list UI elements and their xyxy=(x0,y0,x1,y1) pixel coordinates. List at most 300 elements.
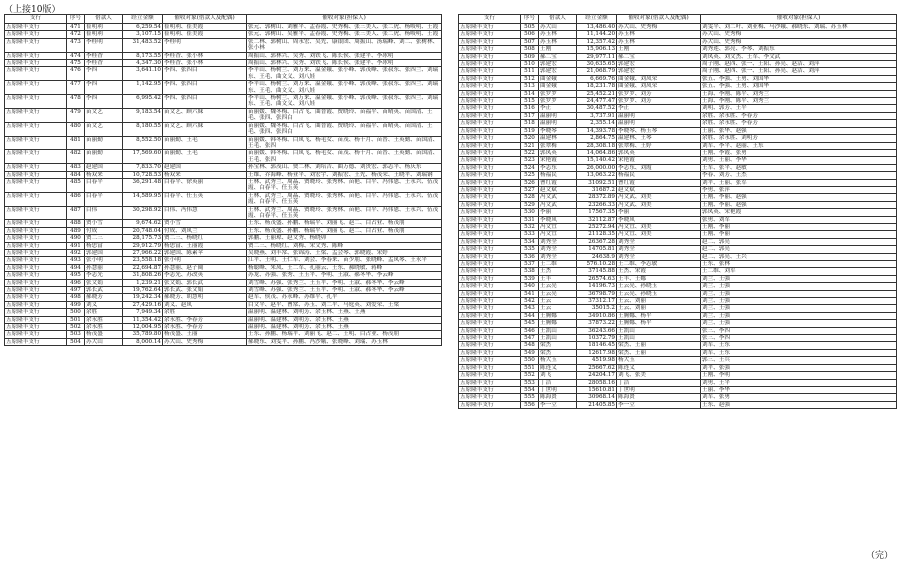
guarantor-cell: 王刚、李丽 xyxy=(701,223,897,230)
index-cell: 493 xyxy=(67,257,85,264)
guarantor-cell: 王东、杨茂盛、孙鹏、杨瑞平、刘丽飞、赵二、白占业、杨茂朋 xyxy=(247,227,442,234)
borrower-cell: 王腾娜 xyxy=(539,312,577,319)
amount-cell: 13,063.22 xyxy=(577,172,617,179)
guarantor-cell: 王东、杨茂盛、孙鹏、杨瑞平、刘丽飞、赵二、白占业、杨茂朋 xyxy=(247,220,442,227)
borrower-cell: 苗丽勤 xyxy=(85,150,123,164)
branch-cell: 五原隆丰支行 xyxy=(5,287,67,294)
branch-cell: 五原隆丰支行 xyxy=(5,150,67,164)
table-row xyxy=(459,179,897,186)
branch-cell: 五原隆丰支行 xyxy=(459,75,521,82)
table-row xyxy=(459,283,897,290)
table-row xyxy=(5,81,442,95)
spouse-cell: 张小明 xyxy=(163,257,247,264)
index-cell: 491 xyxy=(67,242,85,249)
spouse-cell: 苗丽勤、王毛 xyxy=(163,136,247,150)
branch-cell: 五原隆丰支行 xyxy=(459,349,521,356)
guarantor-cell: 郭鹏、王丽琼、赵文秀、杨晓卯 xyxy=(247,235,442,242)
spouse-cell: 温丽明 xyxy=(617,120,701,127)
table-row xyxy=(5,52,442,59)
table-row xyxy=(459,305,897,312)
left-table-header xyxy=(5,15,442,24)
guarantor-cell: 郭三、王兵 xyxy=(701,357,897,364)
branch-cell: 五原隆丰支行 xyxy=(5,324,67,331)
borrower-cell: 温丽明 xyxy=(539,120,577,127)
borrower-cell: 李晓琴 xyxy=(539,127,577,134)
guarantor-cell: 赵二、郭亮 xyxy=(701,238,897,245)
amount-cell: 12617.98 xyxy=(577,349,617,356)
index-cell: 534 xyxy=(521,238,539,245)
borrower-cell: 丁世明 xyxy=(539,386,577,393)
branch-cell: 五原隆丰支行 xyxy=(5,316,67,323)
guarantor-cell: 余胜、余永胜、李春芳 xyxy=(701,112,897,119)
index-cell: 514 xyxy=(521,90,539,97)
amount-cell: 31,808.26 xyxy=(123,272,163,279)
branch-cell: 五原隆丰支行 xyxy=(459,327,521,334)
borrower-cell: 张小明 xyxy=(85,257,123,264)
branch-cell: 五原隆丰支行 xyxy=(5,81,67,95)
borrower-cell: 冯文宜 xyxy=(539,231,577,238)
amount-cell: 8,180.55 xyxy=(123,122,163,136)
spouse-cell: 王腾娜、杨平 xyxy=(617,312,701,319)
table-row xyxy=(459,142,897,149)
branch-cell: 五原隆丰支行 xyxy=(459,127,521,134)
spouse-cell: 杨大玉 xyxy=(617,357,701,364)
branch-cell: 五原隆丰支行 xyxy=(5,95,67,109)
borrower-cell: 贾小雪 xyxy=(85,220,123,227)
amount-cell: 19,242.34 xyxy=(123,294,163,301)
table-row xyxy=(459,135,897,142)
table-row xyxy=(459,201,897,208)
guarantor-cell: 温丽明、温建林、刘明芳、余玉林、王燕 xyxy=(247,324,442,331)
amount-cell: 8,173.55 xyxy=(123,52,163,59)
borrower-cell: 李桂明 xyxy=(85,38,123,52)
guarantor-cell: 李春、刘芳、王杰 xyxy=(701,172,897,179)
guarantor-cell: 王刚、李丽、赵强 xyxy=(701,201,897,208)
guarantor-cell: 张三、李四 xyxy=(701,335,897,342)
column-header: 催收对象(担保人) xyxy=(701,15,897,24)
spouse-cell: 王云亮、孙晓玉 xyxy=(617,290,701,297)
table-row xyxy=(5,279,442,286)
spouse-cell: 刘秀全 xyxy=(617,246,701,253)
column-header: 借款人 xyxy=(539,15,577,24)
index-cell: 489 xyxy=(67,227,85,234)
table-row xyxy=(5,257,442,264)
index-cell: 532 xyxy=(521,223,539,230)
borrower-cell: 王丰 xyxy=(539,275,577,282)
spouse-cell: 梁杰、王丽 xyxy=(617,342,701,349)
guarantor-cell: 苗丽媛、韩冬梅、白凤飞、杨毛女、苗茂、杨十月、苗普、王英勤、苗国清、王毛、张四 xyxy=(247,136,442,150)
index-cell: 474 xyxy=(67,52,85,59)
borrower-cell: 曹红霞 xyxy=(539,179,577,186)
guarantor-cell: 刘军、王东 xyxy=(701,342,897,349)
borrower-cell: 苏玉林 xyxy=(539,31,577,38)
table-row xyxy=(459,194,897,201)
spouse-cell: 王二维、李志敏 xyxy=(617,261,701,268)
borrower-cell: 李志东 xyxy=(539,164,577,171)
amount-cell: 27,966.22 xyxy=(123,250,163,257)
table-row xyxy=(5,338,442,345)
borrower-cell: 郝晓芳 xyxy=(85,294,123,301)
branch-cell: 五原隆丰支行 xyxy=(459,24,521,31)
guarantor-cell: 江平、王明、王仁军、刘会、李春来、苗少朋、张晓峰、孟凤琴、王永平 xyxy=(247,257,442,264)
index-cell: 471 xyxy=(67,24,85,31)
amount-cell: 17,569.60 xyxy=(123,150,163,164)
table-row xyxy=(459,357,897,364)
amount-cell: 29,912.79 xyxy=(123,242,163,249)
column-header: 支行 xyxy=(459,15,521,24)
branch-cell: 五原隆丰支行 xyxy=(459,201,521,208)
spouse-cell: 苏玉林 xyxy=(617,31,701,38)
borrower-cell: 梁杰 xyxy=(539,342,577,349)
spouse-cell: 刘飞、张美 xyxy=(617,372,701,379)
borrower-cell: 陈连义 xyxy=(539,364,577,371)
branch-cell: 五原隆丰支行 xyxy=(459,38,521,45)
spouse-cell: 冯文武、刘美 xyxy=(617,194,701,201)
branch-cell: 五原隆丰支行 xyxy=(5,250,67,257)
table-row xyxy=(459,164,897,171)
amount-cell: 30,487.52 xyxy=(577,105,617,112)
amount-cell: 28,308.18 xyxy=(577,142,617,149)
spouse-cell: 陈海贤 xyxy=(617,394,701,401)
amount-cell: 22,694.87 xyxy=(123,264,163,271)
guarantor-cell: 张勇、刘军 xyxy=(701,216,897,223)
guarantor-cell: 周子刚、赵四、张一、王阳、孙亮、赵洁、刘萍 xyxy=(701,61,897,68)
table-row xyxy=(459,31,897,38)
borrower-cell: 王腾娜 xyxy=(539,320,577,327)
branch-cell: 五原隆丰支行 xyxy=(459,372,521,379)
spouse-cell: 李四、张四白 xyxy=(163,81,247,95)
guarantor-cell: 王东、赵强 xyxy=(701,401,897,408)
borrower-cell: 曲金娥 xyxy=(539,83,577,90)
column-header: 催收对象(借款人及配偶) xyxy=(163,15,247,24)
index-cell: 501 xyxy=(67,316,85,323)
spouse-cell: 杨双来 xyxy=(163,171,247,178)
branch-cell: 五原隆丰支行 xyxy=(5,220,67,227)
branch-cell: 五原隆丰支行 xyxy=(459,209,521,216)
spouse-cell: 苗丽勤、王毛 xyxy=(163,150,247,164)
amount-cell: 25272.94 xyxy=(577,223,617,230)
spouse-cell: 刘秀全 xyxy=(617,238,701,245)
spouse-cell: 李正 xyxy=(617,105,701,112)
branch-cell: 五原隆丰支行 xyxy=(459,164,521,171)
table-row xyxy=(459,120,897,127)
guarantor-cell: 王二维、刘军 xyxy=(701,268,897,275)
guarantor-cell: 王海、李刚、陈平、刘秀兰 xyxy=(701,98,897,105)
branch-cell: 五原隆丰支行 xyxy=(5,279,67,286)
amount-cell: 19,762.64 xyxy=(123,287,163,294)
borrower-cell: 白春平 xyxy=(85,192,123,206)
borrower-cell: 李四 xyxy=(85,67,123,81)
branch-cell: 五原隆丰支行 xyxy=(459,68,521,75)
branch-cell: 五原隆丰支行 xyxy=(459,290,521,297)
spouse-cell: 白伟、冯伟慧 xyxy=(163,206,247,220)
table-row xyxy=(5,136,442,150)
amount-cell: 17567.35 xyxy=(577,209,617,216)
borrower-cell: 王二维 xyxy=(539,261,577,268)
amount-cell: 28,175.73 xyxy=(123,235,163,242)
spouse-cell: 张罗罗、刘芳 xyxy=(617,90,701,97)
branch-cell: 五原隆丰支行 xyxy=(5,31,67,38)
borrower-cell: 曲金娥 xyxy=(539,75,577,82)
spouse-cell: 李志东、刘霞 xyxy=(617,164,701,171)
guarantor-cell: 吴晓燕、刘丰常、张锦涛、王梁、孟会琴、郭晓霞、宋婷 xyxy=(247,250,442,257)
index-cell: 550 xyxy=(521,357,539,364)
index-cell: 546 xyxy=(521,327,539,334)
spouse-cell: 李一立 xyxy=(617,401,701,408)
spouse-cell: 王刚 xyxy=(617,46,701,53)
amount-cell: 36798.79 xyxy=(577,290,617,297)
spouse-cell: 李四、张四白 xyxy=(163,95,247,109)
branch-cell: 五原隆丰支行 xyxy=(459,268,521,275)
spouse-cell: 李桂香、张小林 xyxy=(163,60,247,67)
amount-cell: 15,906.13 xyxy=(577,46,617,53)
branch-cell: 五原隆丰支行 xyxy=(459,194,521,201)
index-cell: 478 xyxy=(67,95,85,109)
amount-cell: 10372.79 xyxy=(577,335,617,342)
index-cell: 544 xyxy=(521,312,539,319)
branch-cell: 五原隆丰支行 xyxy=(459,335,521,342)
table-row xyxy=(459,112,897,119)
amount-cell: 12,357.42 xyxy=(577,38,617,45)
index-cell: 506 xyxy=(521,31,539,38)
right-table-header xyxy=(459,15,897,24)
index-cell: 499 xyxy=(67,301,85,308)
borrower-cell: 崔明利 xyxy=(85,31,123,38)
index-cell: 554 xyxy=(521,386,539,393)
guarantor-cell: 李勇、张萍 xyxy=(701,186,897,193)
spouse-cell: 郝二宝 xyxy=(617,53,701,60)
table-row xyxy=(5,287,442,294)
index-cell: 519 xyxy=(521,127,539,134)
borrower-cell: 李四 xyxy=(85,95,123,109)
guarantor-cell: 周振山、郭林兴、吴秀、刘铁飞、陈长侯、张建平、李冰明 xyxy=(247,52,442,59)
borrower-cell: 刘秀全 xyxy=(539,238,577,245)
amount-cell: 32112.87 xyxy=(577,216,617,223)
spouse-cell: 陈连义 xyxy=(617,364,701,371)
table-row xyxy=(5,309,442,316)
borrower-cell: 李丽 xyxy=(539,209,577,216)
borrower-cell: 余永胜 xyxy=(85,324,123,331)
guarantor-cell: 张五、李强、王勇、刘国华 xyxy=(701,83,897,90)
borrower-cell: 苗文艺 xyxy=(85,108,123,122)
amount-cell: 3,107.15 xyxy=(123,31,163,38)
branch-cell: 五原隆丰支行 xyxy=(5,122,67,136)
table-row xyxy=(459,386,897,393)
borrower-cell: 苗丽勤 xyxy=(85,136,123,150)
branch-cell: 五原隆丰支行 xyxy=(5,67,67,81)
index-cell: 486 xyxy=(67,192,85,206)
spouse-cell: 苗文艺、顾六妹 xyxy=(163,122,247,136)
branch-cell: 五原隆丰支行 xyxy=(459,149,521,156)
index-cell: 502 xyxy=(67,324,85,331)
table-row xyxy=(5,60,442,67)
branch-cell: 五原隆丰支行 xyxy=(5,272,67,279)
index-cell: 492 xyxy=(67,250,85,257)
index-cell: 494 xyxy=(67,264,85,271)
spouse-cell: 李桂明 xyxy=(163,38,247,52)
amount-cell: 4,347.30 xyxy=(123,60,163,67)
branch-cell: 五原隆丰支行 xyxy=(5,301,67,308)
index-cell: 538 xyxy=(521,268,539,275)
borrower-cell: 冯文宜 xyxy=(539,223,577,230)
table-row xyxy=(5,250,442,257)
branch-cell: 五原隆丰支行 xyxy=(5,178,67,192)
index-cell: 548 xyxy=(521,342,539,349)
branch-cell: 五原隆丰支行 xyxy=(459,83,521,90)
borrower-cell: 冯文武 xyxy=(539,194,577,201)
borrower-cell: 刘飞 xyxy=(539,372,577,379)
table-row xyxy=(459,46,897,53)
amount-cell: 11,144.20 xyxy=(577,31,617,38)
borrower-cell: 宋艳霞 xyxy=(539,157,577,164)
guarantor-cell: 刘勇、王丽、李华 xyxy=(701,157,897,164)
borrower-cell: 杨思富 xyxy=(85,242,123,249)
guarantor-cell: 赵军、侯茂、苏永峰、苏维平、孔平 xyxy=(247,294,442,301)
table-row xyxy=(459,342,897,349)
table-row xyxy=(459,379,897,386)
column-header: 序号 xyxy=(521,15,539,24)
spouse-cell: 梁杰、王丽 xyxy=(617,349,701,356)
index-cell: 530 xyxy=(521,209,539,216)
branch-cell: 五原隆丰支行 xyxy=(5,108,67,122)
amount-cell: 23266.33 xyxy=(577,201,617,208)
branch-cell: 五原隆丰支行 xyxy=(5,38,67,52)
borrower-cell: 杨大玉 xyxy=(539,357,577,364)
index-cell: 529 xyxy=(521,201,539,208)
guarantor-cell: 王刚、李丽、赵强 xyxy=(701,194,897,201)
borrower-cell: 王刚 xyxy=(539,46,577,53)
guarantor-cell: 刘军、张勇 xyxy=(701,394,897,401)
amount-cell: 15610.81 xyxy=(577,386,617,393)
amount-cell: 35,789.80 xyxy=(123,331,163,338)
index-cell: 553 xyxy=(521,379,539,386)
table-row xyxy=(459,61,897,68)
guarantor-cell: 李平山、杨树兰、刘万来、温金娥、张小峰、郭茂峰、张叔东、张四兰、刘瑞东、王毛、曲文义、刘八娃 xyxy=(247,81,442,95)
spouse-cell: 温丽明 xyxy=(617,112,701,119)
branch-cell: 五原隆丰支行 xyxy=(5,294,67,301)
table-row xyxy=(459,68,897,75)
spouse-cell: 李丽 xyxy=(617,209,701,216)
branch-cell: 五原隆丰支行 xyxy=(459,394,521,401)
table-row xyxy=(459,253,897,260)
guarantor-cell: 余胜、余永胜、刘明芳 xyxy=(701,135,897,142)
amount-cell: 25667.62 xyxy=(577,364,617,371)
index-cell: 512 xyxy=(521,75,539,82)
guarantor-cell: 王丽、张华、赵强 xyxy=(701,127,897,134)
amount-cell: 14705.81 xyxy=(577,246,617,253)
index-cell: 504 xyxy=(67,338,85,345)
branch-cell: 五原隆丰支行 xyxy=(459,401,521,408)
index-cell: 542 xyxy=(521,298,539,305)
amount-cell: 14,393.78 xyxy=(577,127,617,134)
amount-cell: 31092.51 xyxy=(577,179,617,186)
borrower-cell: 李四 xyxy=(85,81,123,95)
amount-cell: 24,477.47 xyxy=(577,98,617,105)
table-row xyxy=(5,206,442,220)
amount-cell: 3,641.10 xyxy=(123,67,163,81)
spouse-cell: 杨茂盛、王丽 xyxy=(163,331,247,338)
index-cell: 497 xyxy=(67,287,85,294)
index-cell: 498 xyxy=(67,294,85,301)
table-row xyxy=(5,242,442,249)
branch-cell: 五原隆丰支行 xyxy=(459,386,521,393)
guarantor-cell: 王丽、李华 xyxy=(701,386,897,393)
guarantor-cell: 刘明、郭芳、王平 xyxy=(701,105,897,112)
amount-cell: 24638.9 xyxy=(577,253,617,260)
index-cell: 513 xyxy=(521,83,539,90)
guarantor-cell: 刘勇、王平 xyxy=(701,379,897,386)
spouse-cell: 曲金娥、刘凤荣 xyxy=(617,83,701,90)
branch-cell: 五原隆丰支行 xyxy=(5,331,67,338)
borrower-cell: 张文娟 xyxy=(85,279,123,286)
amount-cell: 14,064.86 xyxy=(577,149,617,156)
branch-cell: 五原隆丰支行 xyxy=(459,253,521,260)
index-cell: 481 xyxy=(67,136,85,150)
index-cell: 479 xyxy=(67,108,85,122)
table-row xyxy=(459,149,897,156)
spouse-cell: 王丰、王娜 xyxy=(617,275,701,282)
index-cell: 487 xyxy=(67,206,85,220)
table-row xyxy=(5,324,442,331)
guarantor-cell: 张五、李强、王勇、刘国华 xyxy=(701,75,897,82)
amount-cell: 6,259.54 xyxy=(123,24,163,31)
index-cell: 516 xyxy=(521,105,539,112)
index-cell: 485 xyxy=(67,178,85,192)
table-row xyxy=(5,164,442,171)
table-row xyxy=(5,24,442,31)
table-row xyxy=(459,172,897,179)
index-cell: 556 xyxy=(521,401,539,408)
index-cell: 543 xyxy=(521,305,539,312)
amount-cell: 15,140.42 xyxy=(577,157,617,164)
guarantor-cell: 刘平、王丽、张军 xyxy=(701,179,897,186)
index-cell: 490 xyxy=(67,235,85,242)
index-cell: 520 xyxy=(521,135,539,142)
borrower-cell: 王凯山 xyxy=(539,335,577,342)
guarantor-cell: 王维、乔海峰、杨亚平、刘宏宇、刘振宏、王先、杨茂荣、王晓平、刘瑞钢 xyxy=(247,171,442,178)
table-row xyxy=(459,38,897,45)
branch-cell: 五原隆丰支行 xyxy=(459,98,521,105)
spouse-cell: 王腾娜、杨平 xyxy=(617,320,701,327)
branch-cell: 五原隆丰支行 xyxy=(5,235,67,242)
branch-cell: 五原隆丰支行 xyxy=(459,46,521,53)
borrower-cell: 李正 xyxy=(539,105,577,112)
index-cell: 549 xyxy=(521,349,539,356)
branch-cell: 五原隆丰支行 xyxy=(459,283,521,290)
guarantor-cell: 余胜、余永胜、李春芳 xyxy=(701,120,897,127)
guarantor-cell: 苏大山、史秀梅 xyxy=(701,31,897,38)
index-cell: 522 xyxy=(521,149,539,156)
amount-cell: 21128.35 xyxy=(577,231,617,238)
spouse-cell: 白春平、任玉英 xyxy=(163,192,247,206)
borrower-cell: 李一立 xyxy=(539,401,577,408)
branch-cell: 五原隆丰支行 xyxy=(459,157,521,164)
borrower-cell: 王云亮 xyxy=(539,283,577,290)
table-row xyxy=(459,231,897,238)
guarantor-cell: 王东、孙鹏、杨瑞平、刘丽飞、赵二、王明、白占业、杨茂朋 xyxy=(247,331,442,338)
index-cell: 503 xyxy=(67,331,85,338)
table-row xyxy=(5,316,442,323)
spouse-cell: 宋艳霞 xyxy=(617,157,701,164)
guarantor-cell: 苗丽媛、韩冬梅、白凤飞、杨毛女、苗茂、杨十月、苗普、王英勤、苗国清、王毛、张四 xyxy=(247,150,442,164)
table-row xyxy=(5,38,442,52)
table-row xyxy=(5,122,442,136)
spouse-cell: 曹红霞 xyxy=(617,179,701,186)
amount-cell: 10,728.53 xyxy=(123,171,163,178)
branch-cell: 五原隆丰支行 xyxy=(459,142,521,149)
borrower-cell: 王杰 xyxy=(539,268,577,275)
index-cell: 518 xyxy=(521,120,539,127)
